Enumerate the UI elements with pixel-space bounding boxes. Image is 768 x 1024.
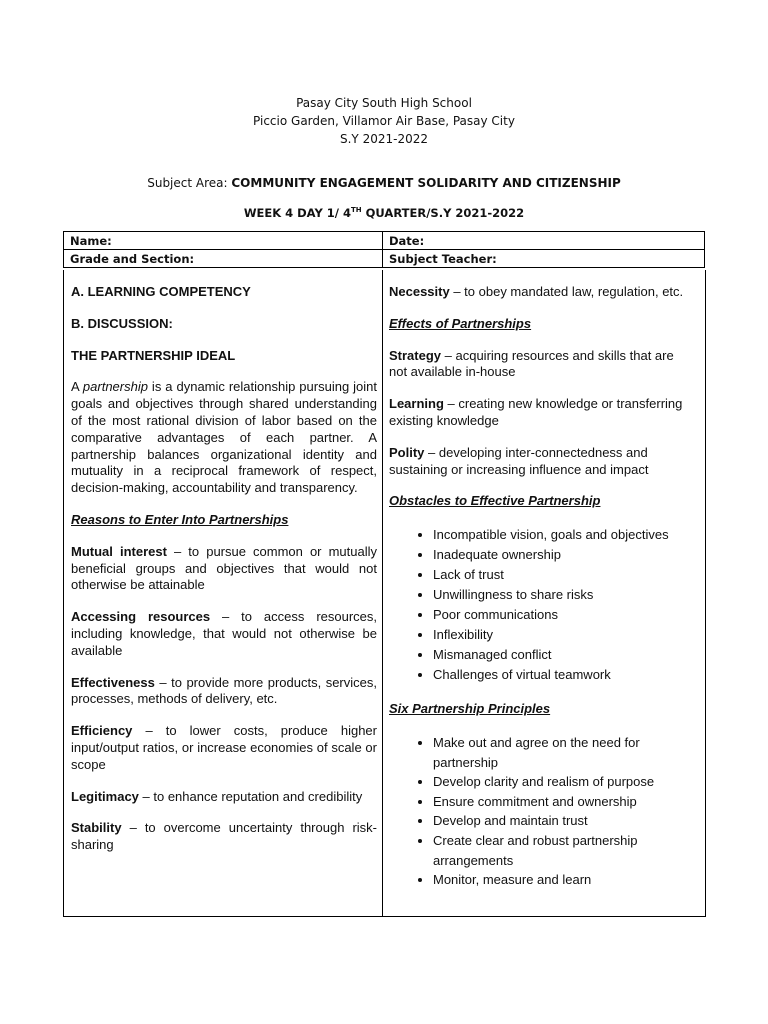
quarter-label: QUARTER/S.Y 2021-2022 [361, 206, 525, 220]
reason-desc: – to provide more products, services, processes, methods of delivery, etc. [71, 674, 377, 707]
grade-section-field[interactable]: Grade and Section: [64, 250, 383, 268]
effect-term: Polity [389, 444, 425, 460]
right-column [389, 284, 695, 906]
reason-desc: – to lower costs, produce higher input/output ratios, or increase economies of scale or scope [71, 723, 377, 772]
reason-item [71, 675, 377, 709]
obstacle-item: • Poor communications [433, 605, 695, 625]
reason-term: Efficiency [71, 723, 133, 739]
reason-desc: – to access resources, including knowledge, that would not otherwise be available [71, 609, 378, 658]
week-label: WEEK 4 DAY 1/ 4 [243, 206, 352, 220]
principle-item: • Ensure commitment and ownership [433, 792, 695, 812]
partnership-ideal-heading: THE PARTNERSHIP IDEAL [71, 347, 236, 363]
subject-name: COMMUNITY ENGAGEMENT SOLIDARITY AND CITIZENSHIP [231, 176, 621, 190]
effects-heading: Effects of Partnerships [389, 315, 532, 331]
necessity-desc: – to obey mandated law, regulation, etc. [449, 284, 684, 299]
definition-lead: A [71, 379, 83, 395]
principle-item: • Develop clarity and realism of purpose [433, 772, 695, 792]
reason-term: Effectiveness [71, 674, 155, 690]
effect-term: Learning [389, 396, 444, 412]
school-name: Pasay City South High School [296, 96, 472, 110]
week-suffix: TH [351, 206, 362, 214]
school-address: Piccio Garden, Villamor Air Base, Pasay City [253, 114, 515, 128]
necessity-term: Necessity [389, 284, 450, 299]
reason-item [71, 544, 377, 594]
learning-competency-heading: A. LEARNING COMPETENCY [71, 284, 251, 299]
effect-term: Strategy [389, 347, 442, 363]
reason-item [71, 789, 377, 806]
subject-area [0, 176, 768, 190]
principles-list [389, 733, 695, 890]
principles-heading: Six Partnership Principles [389, 701, 551, 717]
obstacles-list [389, 525, 695, 685]
principle-item: • Create clear and robust partnership arrangements [433, 831, 695, 870]
reason-desc: – to overcome uncertainty through risk-sharing [71, 820, 377, 853]
reasons-heading: Reasons to Enter Into Partnerships [71, 511, 289, 527]
reason-item [71, 723, 377, 773]
reason-item [71, 820, 377, 854]
principle-item: • Make out and agree on the need for partnership [433, 733, 695, 772]
obstacle-item: • Incompatible vision, goals and objectives [433, 525, 695, 545]
obstacle-item: • Inadequate ownership [433, 545, 695, 565]
reason-term: Legitimacy [71, 788, 139, 804]
student-info-table [63, 231, 705, 268]
reason-item [71, 609, 377, 659]
effect-desc: – acquiring resources and skills that are not available in-house [389, 347, 674, 380]
obstacle-item: • Lack of trust [433, 565, 695, 585]
reason-term: Mutual interest [71, 543, 167, 559]
principle-item: • Develop and maintain trust [433, 811, 695, 831]
subject-teacher-field[interactable]: Subject Teacher: [383, 250, 705, 268]
definition-term: partnership [82, 379, 148, 395]
definition-text: is a dynamic relationship pursuing joint goals and objectives through shared understanding of the most rational division of labor based on the comparative advantages of each partner. A partnership balances organizational identity and mutuality in a reciprocal framework of respect, decision-making, accountability and transparency. [71, 379, 377, 496]
obstacle-item: • Mismanaged conflict [433, 645, 695, 665]
effect-item [389, 348, 695, 382]
partnership-definition [71, 379, 377, 497]
obstacle-item: • Inflexibility [433, 625, 695, 645]
name-field[interactable]: Name: [64, 232, 383, 250]
reason-desc: – to pursue common or mutually beneficial groups and objectives that would not otherwise be attainable [71, 543, 377, 593]
obstacles-heading: Obstacles to Effective Partnership [389, 493, 601, 509]
effect-item [389, 396, 695, 430]
obstacle-item: • Challenges of virtual teamwork [433, 665, 695, 685]
reason-term: Stability [71, 820, 122, 836]
subject-prefix: Subject Area: [147, 176, 232, 190]
week-line [0, 206, 768, 220]
reason-term: Accessing resources [71, 609, 211, 625]
left-column [71, 284, 377, 869]
lesson-content-box [63, 270, 706, 917]
date-field[interactable]: Date: [383, 232, 705, 250]
reason-desc: – to enhance reputation and credibility [138, 788, 363, 804]
school-header [0, 94, 768, 148]
principle-item: • Monitor, measure and learn [433, 870, 695, 890]
school-year: S.Y 2021-2022 [340, 132, 428, 146]
effect-desc: – creating new knowledge or transferring existing knowledge [389, 396, 683, 428]
necessity-item [389, 284, 695, 301]
column-divider [382, 270, 383, 916]
discussion-heading: B. DISCUSSION: [71, 315, 173, 331]
effect-desc: – developing inter-connectedness and sustaining or increasing influence and impact [389, 444, 649, 477]
effect-item [389, 445, 695, 479]
obstacle-item: • Unwillingness to share risks [433, 585, 695, 605]
